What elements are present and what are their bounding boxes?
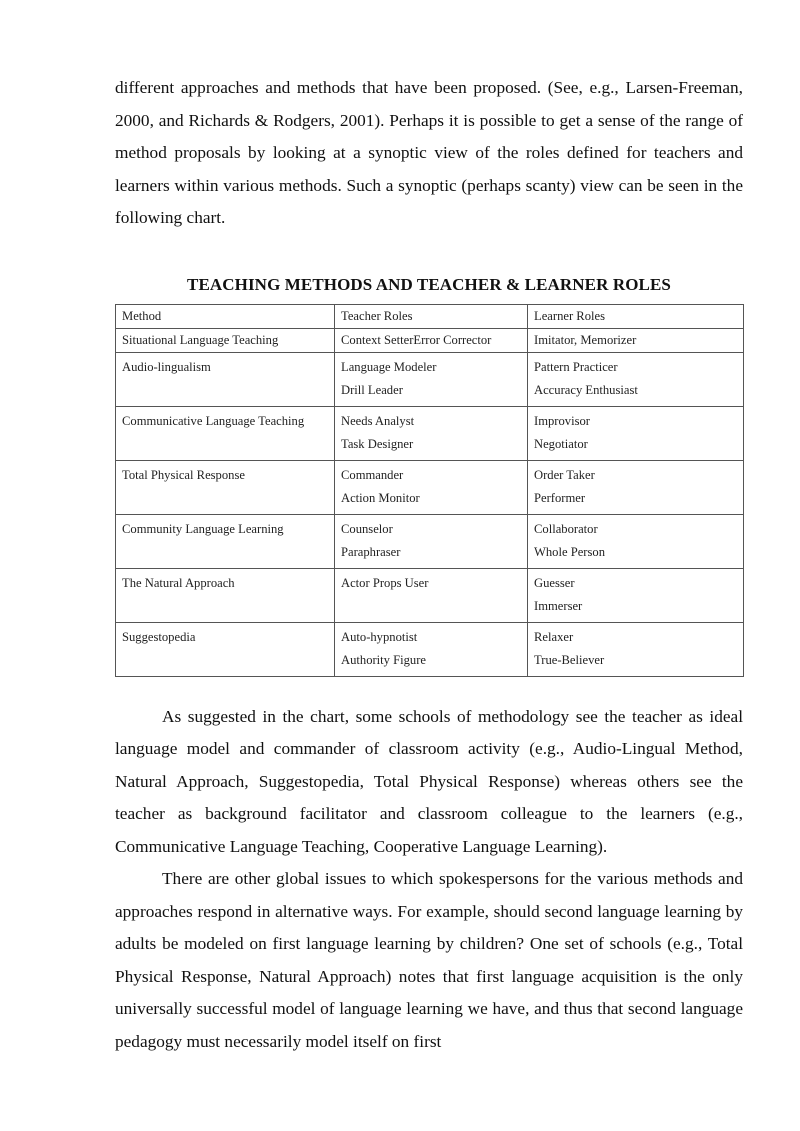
learner-role: Negotiator	[534, 437, 588, 451]
method-cell	[116, 622, 335, 676]
method-name: Audio-lingualism	[122, 359, 211, 374]
table-row	[116, 406, 744, 460]
learner-role-cell	[528, 460, 744, 514]
method-cell	[116, 328, 335, 352]
teacher-role-cell	[335, 406, 528, 460]
table-row	[116, 622, 744, 676]
teacher-role: Authority Figure	[341, 653, 427, 667]
paragraph-teacher-roles: As suggested in the chart, some schools of methodology see the teacher as ideal language model and commander of classroom activity (e.g., Audio-Lingual Method, Natural Approach, Suggestopedia, Total Physical Response) whereas others see the teacher as background facilitator and classroom colleague to the learners (e.g., Communicative Language Teaching, Cooperative Language Learning).	[115, 706, 743, 856]
header-teacher-roles: Teacher Roles	[335, 304, 528, 328]
learner-role: Imitator, Memorizer	[534, 332, 637, 347]
method-name: Total Physical Response	[122, 467, 245, 482]
learner-role: Order Taker	[534, 467, 595, 482]
teacher-role-cell	[335, 568, 528, 622]
table-header-row	[116, 304, 744, 328]
teacher-role: Drill Leader	[341, 383, 403, 397]
paragraph-global-issues: There are other global issues to which spokespersons for the various methods and approaches respond in alternative ways. For example, should second language learning by adults be modeled on first language learning by children? One set of schools (e.g., Total Physical Response, Natural Approach) notes that first language acquisition is the only universally successful model of language learning we have, and thus that second language pedagogy must necessarily model itself on first	[115, 869, 743, 1051]
learner-role: Collaborator	[534, 521, 598, 536]
learner-role: Guesser	[534, 575, 575, 590]
teacher-role: Context SetterError Corrector	[341, 332, 492, 347]
teacher-role-cell	[335, 514, 528, 568]
table-row	[116, 460, 744, 514]
learner-role: Relaxer	[534, 629, 574, 644]
learner-role-cell	[528, 622, 744, 676]
table-row	[116, 514, 744, 568]
learner-role: Immerser	[534, 599, 583, 613]
learner-role: Accuracy Enthusiast	[534, 383, 638, 397]
learner-role-cell	[528, 352, 744, 406]
learner-role-cell	[528, 328, 744, 352]
learner-role: Performer	[534, 491, 586, 505]
learner-role: Whole Person	[534, 545, 605, 559]
method-cell	[116, 460, 335, 514]
header-method: Method	[116, 304, 335, 328]
method-name: Situational Language Teaching	[122, 332, 279, 347]
method-cell	[116, 568, 335, 622]
teacher-role-cell	[335, 352, 528, 406]
chart-title: TEACHING METHODS AND TEACHER & LEARNER ROLES	[187, 274, 671, 294]
method-cell	[116, 352, 335, 406]
teacher-role: Counselor	[341, 521, 393, 536]
teacher-role: Needs Analyst	[341, 413, 415, 428]
method-name: The Natural Approach	[122, 575, 235, 590]
teacher-role: Task Designer	[341, 437, 414, 451]
header-learner-roles: Learner Roles	[528, 304, 744, 328]
teacher-role-cell	[335, 460, 528, 514]
method-name: Suggestopedia	[122, 629, 196, 644]
learner-role: Pattern Practicer	[534, 359, 618, 374]
learner-role-cell	[528, 514, 744, 568]
learner-role: Improvisor	[534, 413, 590, 428]
roles-table	[115, 304, 744, 677]
method-name: Communicative Language Teaching	[122, 413, 305, 428]
intro-paragraph: different approaches and methods that have been proposed. (See, e.g., Larsen-Freeman, 2000, and Richards & Rodgers, 2001). Perhaps it is possible to get a sense of the range of method proposals by looking at a synoptic view of the roles defined for teachers and learners within various methods. Such a synoptic (perhaps scanty) view can be seen in the following chart.	[115, 78, 743, 227]
table-row	[116, 328, 744, 352]
method-name: Community Language Learning	[122, 521, 284, 536]
method-cell	[116, 514, 335, 568]
teacher-role: Auto-hypnotist	[341, 629, 418, 644]
teacher-role: Language Modeler	[341, 359, 437, 374]
learner-role-cell	[528, 406, 744, 460]
table-row	[116, 568, 744, 622]
learner-role: True-Believer	[534, 653, 605, 667]
teacher-role: Paraphraser	[341, 545, 401, 559]
teacher-role: Action Monitor	[341, 491, 420, 505]
learner-role-cell	[528, 568, 744, 622]
teacher-role-cell	[335, 622, 528, 676]
teacher-role: Actor Props User	[341, 575, 429, 590]
table-row	[116, 352, 744, 406]
teacher-role-cell	[335, 328, 528, 352]
method-cell	[116, 406, 335, 460]
teacher-role: Commander	[341, 467, 404, 482]
